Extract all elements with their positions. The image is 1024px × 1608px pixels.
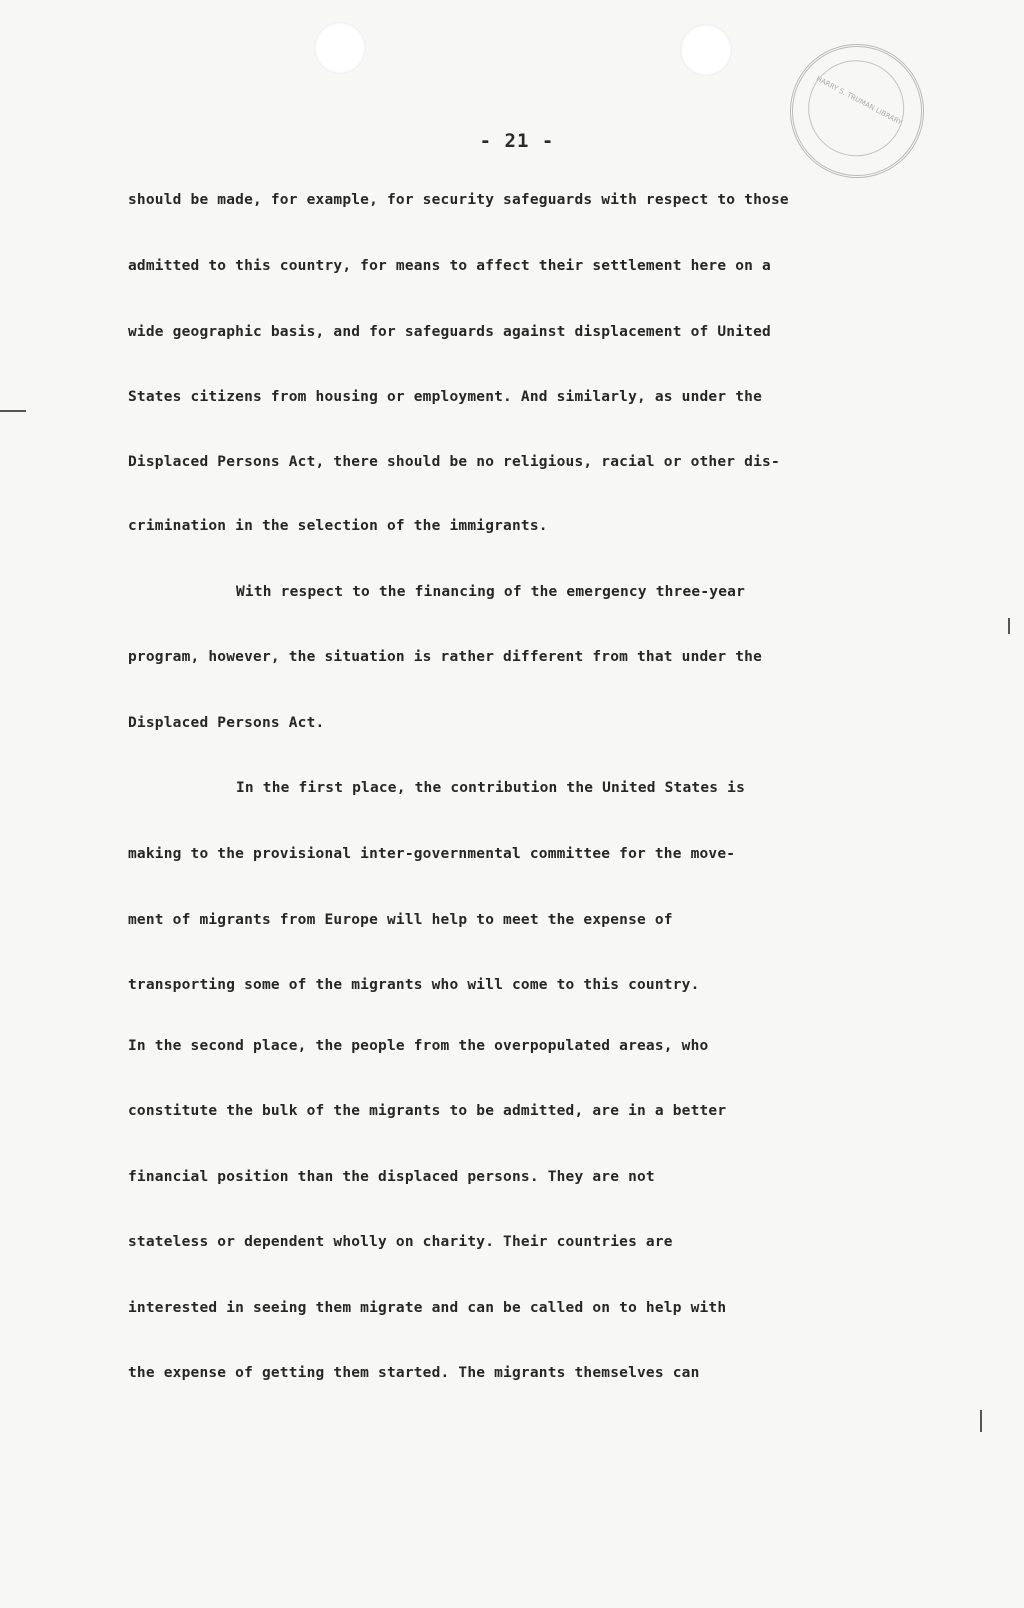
body-line: program, however, the situation is rather different from that under the	[128, 649, 763, 665]
punch-hole	[680, 24, 732, 76]
body-line: stateless or dependent wholly on charity. Their countries are	[128, 1234, 673, 1250]
body-line: Displaced Persons Act.	[128, 715, 325, 731]
page-number: - 21 -	[479, 130, 555, 152]
punch-hole	[314, 22, 366, 74]
body-line: making to the provisional inter-governmental committee for the move-	[128, 846, 736, 862]
margin-mark	[0, 410, 26, 412]
body-line: interested in seeing them migrate and can be called on to help with	[128, 1300, 727, 1316]
stamp-text: HARRY S. TRUMAN LIBRARY	[814, 74, 904, 127]
body-line: admitted to this country, for means to affect their settlement here on a	[128, 258, 771, 274]
body-line: the expense of getting them started. The migrants themselves can	[128, 1365, 700, 1381]
margin-mark	[1008, 618, 1010, 634]
stamp-ring	[791, 43, 921, 173]
body-line: financial position than the displaced persons. They are not	[128, 1169, 655, 1185]
body-line: With respect to the financing of the emergency three-year	[236, 584, 745, 600]
library-stamp	[766, 20, 947, 201]
body-line: States citizens from housing or employment. And similarly, as under the	[128, 389, 763, 405]
body-line: wide geographic basis, and for safeguards against displacement of United	[128, 324, 771, 340]
body-line: In the first place, the contribution the United States is	[236, 780, 745, 796]
body-line: crimination in the selection of the immigrants.	[128, 518, 548, 534]
body-line: should be made, for example, for security safeguards with respect to those	[128, 192, 789, 208]
margin-mark	[980, 1410, 982, 1432]
body-line: Displaced Persons Act, there should be no religious, racial or other dis-	[128, 454, 780, 470]
body-line: ment of migrants from Europe will help to meet the expense of	[128, 912, 673, 928]
body-line: In the second place, the people from the overpopulated areas, who	[128, 1038, 709, 1054]
body-line: constitute the bulk of the migrants to be admitted, are in a better	[128, 1103, 727, 1119]
body-line: transporting some of the migrants who will come to this country.	[128, 977, 700, 993]
